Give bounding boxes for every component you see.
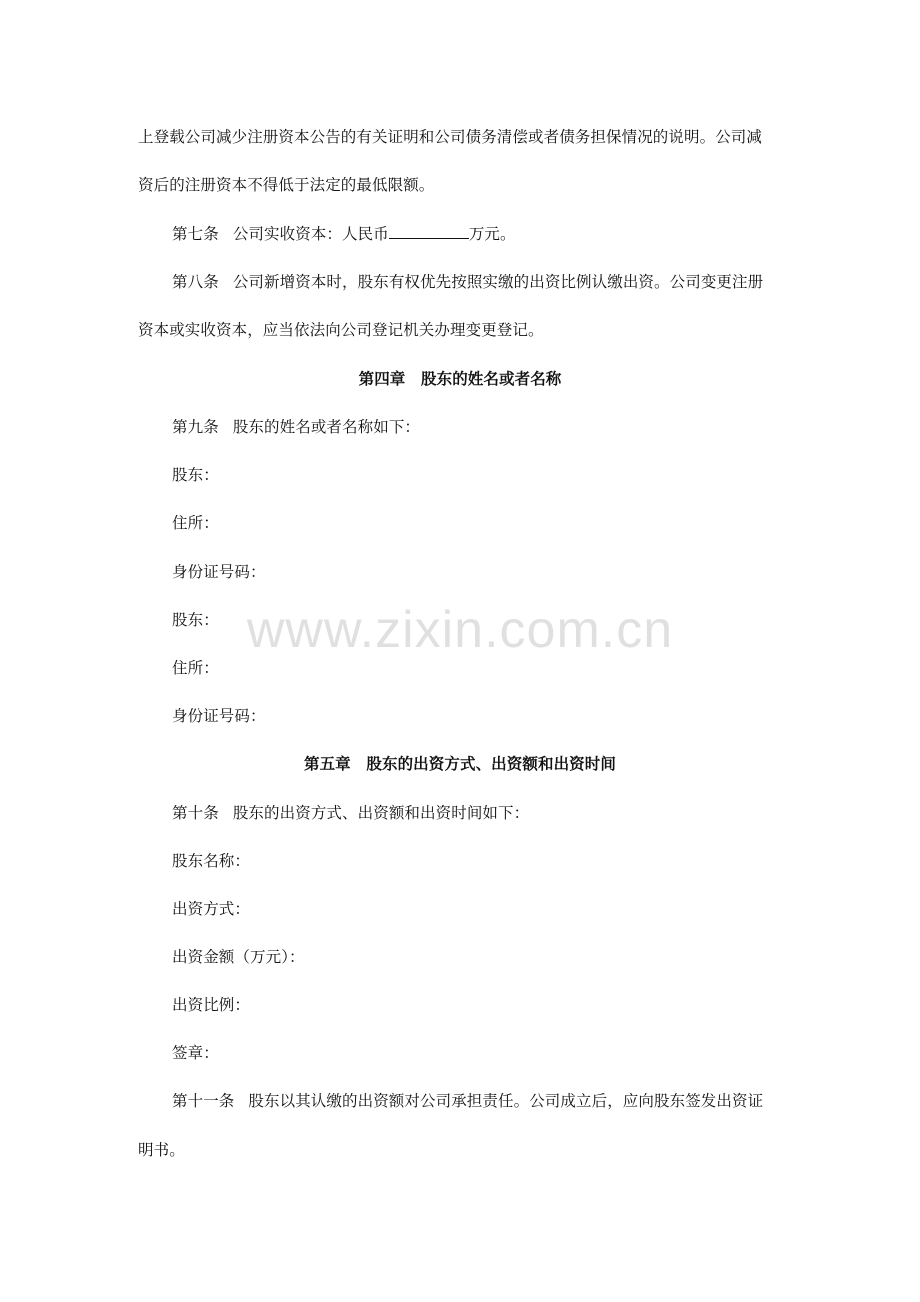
article-9 <box>172 416 822 438</box>
article-label: 第十条 <box>172 804 219 822</box>
article-label: 第七条 <box>172 225 219 243</box>
field-label: 身份证号码： <box>172 707 266 725</box>
paragraph-line: 资本或实收资本，应当依法向公司登记机关办理变更登记。 <box>138 321 544 339</box>
field-label: 住所： <box>172 659 219 677</box>
field-label: 股东： <box>172 466 219 484</box>
field-label: 住所： <box>172 514 219 532</box>
paragraph-line: 上登载公司减少注册资本公告的有关证明和公司债务清偿或者债务担保情况的说明。公司减 <box>138 128 763 146</box>
field-label: 身份证号码： <box>172 563 266 581</box>
field-label: 出资比例： <box>172 996 251 1014</box>
field-label: 签章： <box>172 1044 219 1062</box>
article-text: 股东的出资方式、出资额和出资时间如下： <box>232 804 530 822</box>
field-label: 出资金额（万元）： <box>172 948 305 966</box>
article-label: 第八条 <box>172 273 219 291</box>
article-8 <box>172 271 822 293</box>
watermark: www.zixin.com.cn <box>246 601 674 659</box>
field-label: 股东名称： <box>172 852 251 870</box>
article-text: 公司实收资本：人民币 <box>232 225 389 243</box>
chapter-heading: 第四章 股东的姓名或者名称 <box>358 370 562 388</box>
article-text: 万元。 <box>468 225 516 243</box>
field-label: 股东： <box>172 611 219 629</box>
fill-blank <box>389 224 469 239</box>
article-label: 第九条 <box>172 418 219 436</box>
paragraph-line: 明书。 <box>138 1141 185 1159</box>
paragraph-line: 资后的注册资本不得低于法定的最低限额。 <box>138 176 435 194</box>
article-text: 股东以其认缴的出资额对公司承担责任。公司成立后，应向股东签发出资证 <box>248 1092 764 1110</box>
article-10 <box>172 802 822 824</box>
chapter-heading: 第五章 股东的出资方式、出资额和出资时间 <box>303 755 616 773</box>
article-text: 股东的姓名或者名称如下： <box>232 418 421 436</box>
article-label: 第十一条 <box>172 1092 235 1110</box>
article-text: 公司新增资本时，股东有权优先按照实缴的出资比例认缴出资。公司变更注册 <box>232 273 764 291</box>
article-7 <box>172 223 822 245</box>
field-label: 出资方式： <box>172 900 251 918</box>
article-11 <box>172 1090 822 1112</box>
